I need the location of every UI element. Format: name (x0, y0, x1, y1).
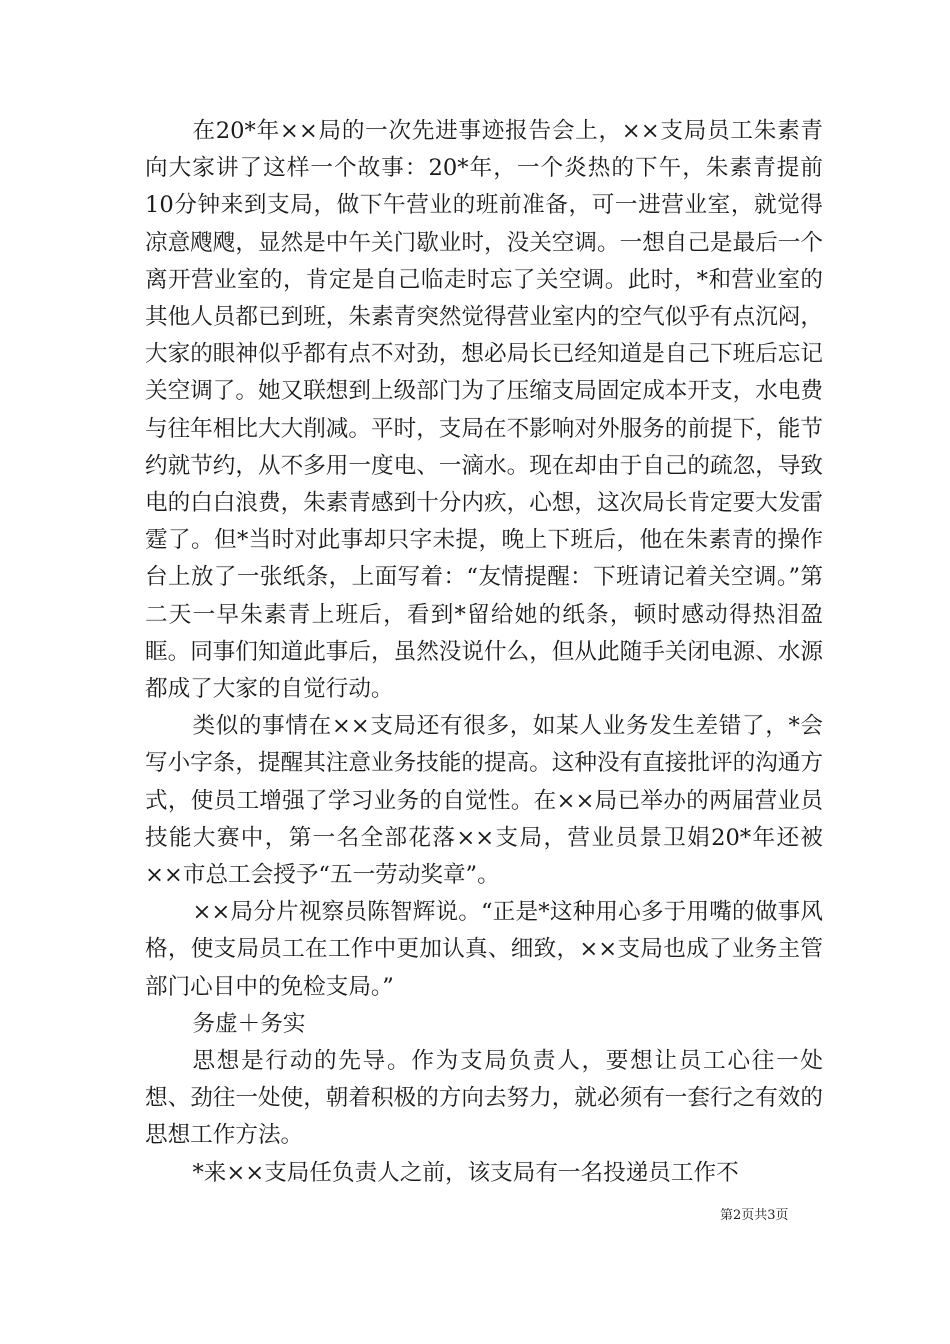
paragraph-continued: *来××支局任负责人之前，该支局有一名投递员工作不 (192, 1159, 739, 1186)
page-number-footer: 第2页共3页 (720, 1208, 789, 1223)
paragraph-similar-events: 类似的事情在××支局还有很多，如某人业务发生差错了，*会写小字条，提醒其注意业务技能的提高。这种没有直接批评的沟通方式，使员工增强了学习业务的自觉性。在××局已举办的两届营业员技能大赛中，第一名全部花落××支局，营业员景卫娟20*年还被××市总工会授予“五一劳动奖章”。 (145, 713, 823, 889)
section-heading: 务虚＋务实 (192, 1010, 306, 1037)
document-body (145, 113, 823, 1192)
paragraph-story: 在20*年××局的一次先进事迹报告会上，××支局员工朱素青向大家讲了这样一个故事：20*年，一个炎热的下午，朱素青提前10分钟来到支局，做下午营业的班前准备，可一进营业室，就觉得凉意飕飕，显然是中午关门歇业时，没关空调。一想自己是最后一个离开营业室的，肯定是自己临走时忘了关空调。此时，*和营业室的其他人员都已到班，朱素青突然觉得营业室内的空气似乎有点沉闷，大家的眼神似乎都有点不对劲，想必局长已经知道是自己下班后忘记关空调了。她又联想到上级部门为了压缩支局固定成本开支，水电费与往年相比大大削减。平时，支局在不影响对外服务的前提下，能节约就节约，从不多用一度电、一滴水。现在却由于自己的疏忽，导致电的白白浪费，朱素青感到十分内疚，心想，这次局长肯定要大发雷霆了。但*当时对此事却只字未提，晚上下班后，他在朱素青的操作台上放了一张纸条，上面写着：“友情提醒：下班请记着关空调。”第二天一早朱素青上班后，看到*留给她的纸条，顿时感动得热泪盈眶。同事们知道此事后，虽然没说什么，但从此随手关闭电源、水源都成了大家的自觉行动。 (145, 118, 823, 703)
paragraph-inspector-quote: ××局分片视察员陈智辉说。“正是*这种用心多于用嘴的做事风格，使支局员工在工作中更加认真、细致，××支局也成了业务主管部门心目中的免检支局。” (145, 899, 823, 1000)
paragraph-thought-work: 思想是行动的先导。作为支局负责人，要想让员工心往一处想、劲往一处使，朝着积极的方向去努力，就必须有一套行之有效的思想工作方法。 (145, 1048, 823, 1149)
